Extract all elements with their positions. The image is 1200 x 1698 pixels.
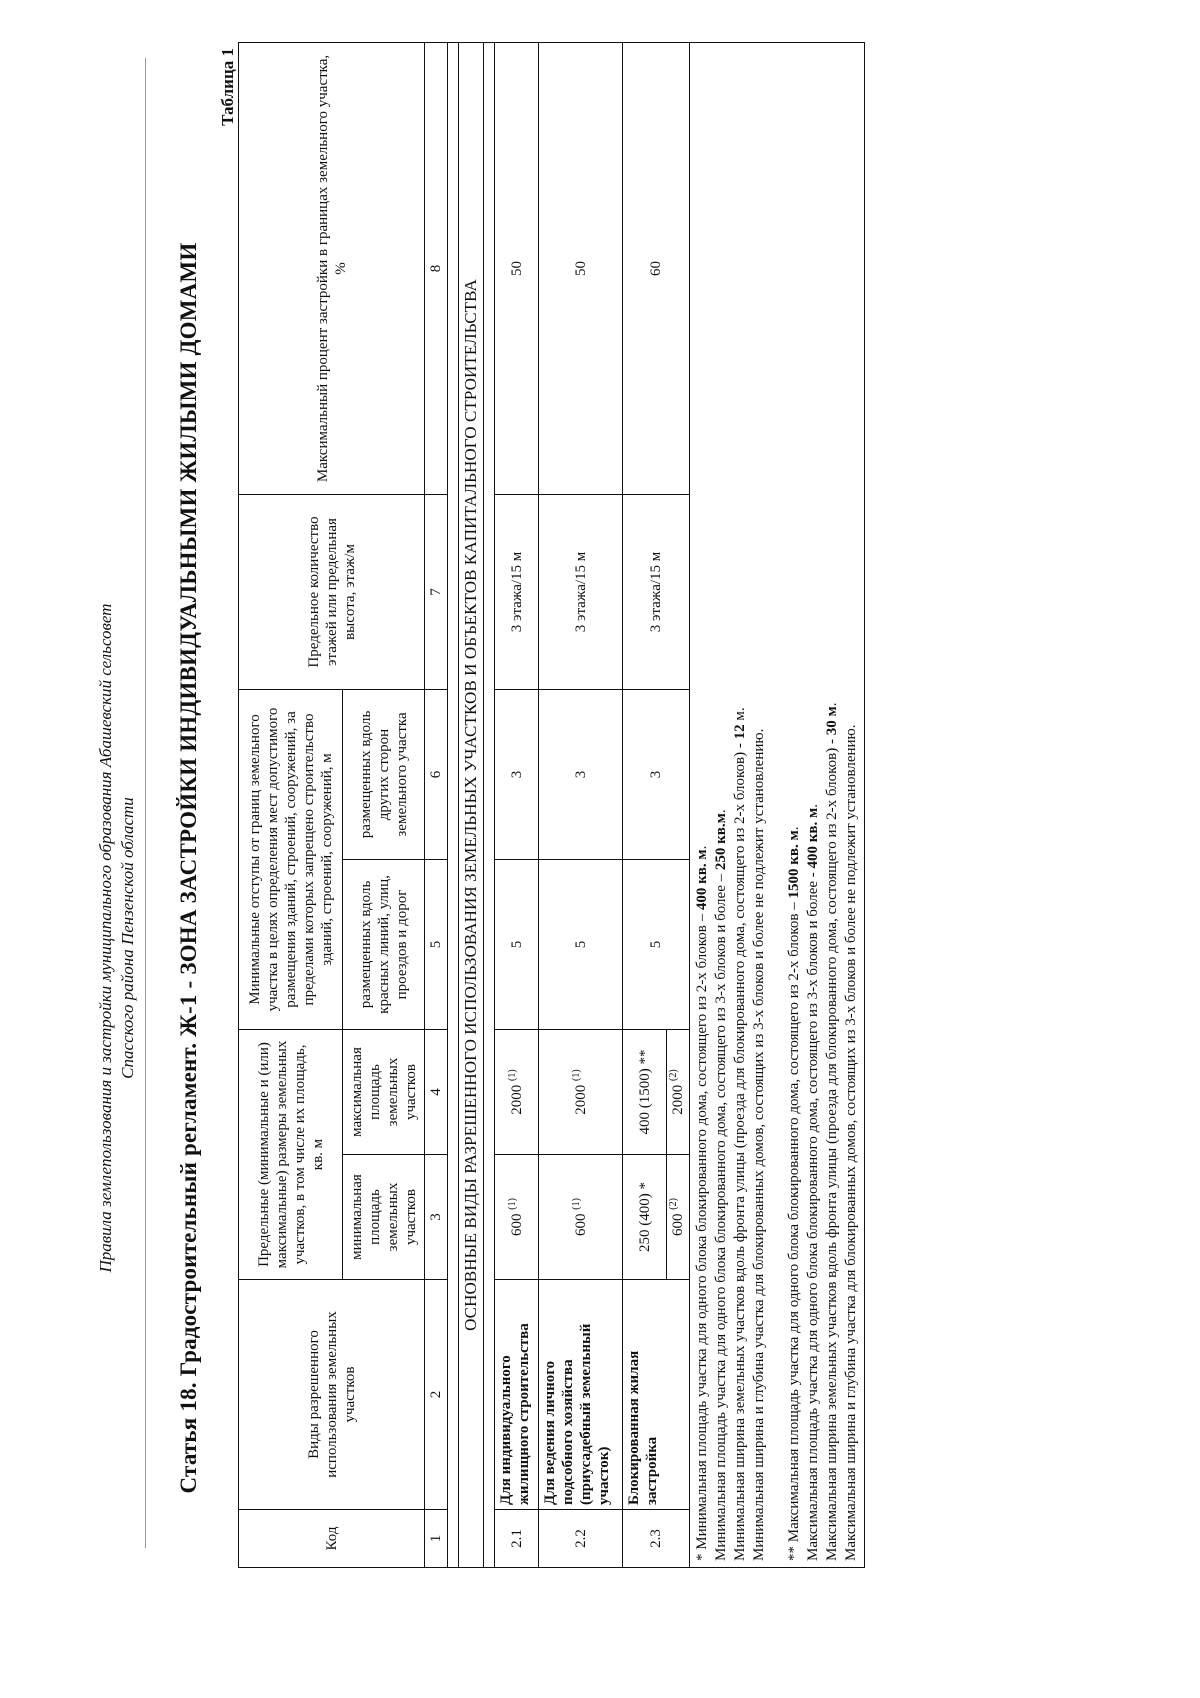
row-min-area-2: 600 $^{(2)}$ <box>667 1155 690 1280</box>
notes-double-asterisk <box>785 49 861 1561</box>
footnote-mark: (1) <box>570 1198 582 1210</box>
running-header-line-2: Спасского района Пензенской области <box>118 797 137 1079</box>
note-line: Максимальная ширина и глубина участка для блокированных домов, состоящих из 3-х блоков и более не подлежит установлению. <box>843 724 859 1561</box>
row-use: Для индивидуального жилищного строительства <box>495 1280 539 1510</box>
row-max-area: 400 (1500) ** <box>623 1030 667 1155</box>
note-line: Минимальная площадь участка для одного блока блокированного дома, состоящего из 3-х блоков и более – 250 кв.м. <box>713 809 729 1561</box>
header-floors: Предельное количество этажей или предельная высота, этаж/м <box>239 494 425 689</box>
table-row <box>495 42 539 1567</box>
row-floors: 3 этажа/15 м <box>623 494 690 689</box>
regulation-table <box>238 42 865 1568</box>
note-line: ** Максимальная площадь участка для одного блока блокированного дома, состоящего из 2-х блоков – 1500 кв. м. <box>786 826 802 1561</box>
note-line: * Минимальная площадь участка для одного блока блокированного дома, состоящего из 2-х блоков – 400 кв. м. <box>694 845 710 1561</box>
footnote-mark: (2) <box>668 1198 679 1210</box>
row-code: 2.3 <box>623 1510 690 1568</box>
row-min-area: 600 $^{(1)}$ <box>495 1155 539 1280</box>
row-setback-red: 5 <box>623 860 690 1030</box>
header-setback-other: размещенных вдоль других сторон земельного участка <box>343 689 425 859</box>
header-rule <box>145 58 146 1548</box>
column-number: 5 <box>425 860 448 1030</box>
table-row <box>623 42 667 1567</box>
footnote-mark: (1) <box>506 1198 518 1210</box>
spacer-row <box>448 42 459 1567</box>
footnote-mark: (1) <box>506 1069 518 1081</box>
column-number-row <box>425 42 448 1567</box>
column-number: 8 <box>425 42 448 494</box>
row-max-area: 2000 $^{(1)}$ <box>539 1030 623 1155</box>
row-floors: 3 этажа/15 м <box>539 494 623 689</box>
section-heading: ОСНОВНЫЕ ВИДЫ РАЗРЕШЕННОГО ИСПОЛЬЗОВАНИЯ ЗЕМЕЛЬНЫХ УЧАСТКОВ И ОБЪЕКТОВ КАПИТАЛЬНОГО СТРОИТЕЛЬСТВА <box>459 42 484 1567</box>
row-setback-other: 3 <box>495 689 539 859</box>
row-coverage: 50 <box>539 42 623 494</box>
row-min-area: 600 $^{(1)}$ <box>539 1155 623 1280</box>
row-use: Блокированная жилая застройка <box>623 1280 690 1510</box>
row-coverage: 50 <box>495 42 539 494</box>
row-max-area: 2000 $^{(1)}$ <box>495 1030 539 1155</box>
header-use: Виды разрешенного использования земельных участков <box>239 1280 425 1510</box>
spacer-row <box>484 42 495 1567</box>
header-area: Предельные (минимальные и (или) максимальные) размеры земельных участков, в том числе их площадь, кв. м <box>239 1030 343 1280</box>
notes-single-asterisk <box>693 49 769 1561</box>
footnote-mark: (2) <box>668 1069 679 1081</box>
column-number: 7 <box>425 494 448 689</box>
column-number: 2 <box>425 1280 448 1510</box>
header-code: Код <box>239 1510 425 1568</box>
column-number: 4 <box>425 1030 448 1155</box>
row-setback-red: 5 <box>539 860 623 1030</box>
row-max-area-2: 2000 $^{(2)}$ <box>667 1030 690 1155</box>
column-number: 3 <box>425 1155 448 1280</box>
row-code: 2.1 <box>495 1510 539 1568</box>
column-number: 1 <box>425 1510 448 1568</box>
row-floors: 3 этажа/15 м <box>495 494 539 689</box>
row-setback-other: 3 <box>623 689 690 859</box>
header-setback-red: размещенных вдоль красных линий, улиц, проездов и дорог <box>343 860 425 1030</box>
note-line: Максимальная площадь участка для одного блока блокированного дома, состоящего из 3-х блоков и более - 400 кв. м. <box>805 804 821 1561</box>
article-title: Статья 18. Градостроительный регламент. Ж-1 - ЗОНА ЗАСТРОЙКИ ИНДИВИДУАЛЬНЫМИ ЖИЛЫМИ ДОМАМИ <box>176 242 201 1494</box>
table-label: Таблица 1 <box>218 48 237 126</box>
row-min-area: 250 (400) * <box>623 1155 667 1280</box>
column-number: 6 <box>425 689 448 859</box>
note-line: Максимальная ширина земельных участков вдоль фронта улицы (проезда для блокированного дома, состоящего из 2-х блоков) - 30 м. <box>824 702 840 1561</box>
table-row <box>539 42 623 1567</box>
row-use: Для ведения личного подсобного хозяйства (приусадебный земельный участок) <box>539 1280 623 1510</box>
row-setback-other: 3 <box>539 689 623 859</box>
note-line: Минимальная ширина земельных участков вдоль фронта улицы (проезда для блокированного дома, состоящего из 2-х блоков) - 12 м. <box>732 707 748 1561</box>
note-line: Минимальная ширина и глубина участка для блокированных домов, состоящих из 3-х блоков и более не подлежит установлению. <box>751 728 767 1561</box>
row-code: 2.2 <box>539 1510 623 1568</box>
running-header-line-1: Правила землепользования и застройки муниципального образования Абашевский сельсовет <box>96 603 115 1273</box>
header-area-max: максимальная площадь земельных участков <box>343 1030 425 1155</box>
header-setback: Минимальные отступы от границ земельного участка в целях определения мест допустимого размещения зданий, строений, сооружений, за пределами которых запрещено строительство зданий, строений, сооружений, м <box>239 689 343 1029</box>
footnote-mark: (1) <box>570 1069 582 1081</box>
row-coverage: 60 <box>623 42 690 494</box>
row-setback-red: 5 <box>495 860 539 1030</box>
header-coverage: Максимальный процент застройки в границах земельного участка, % <box>239 42 425 494</box>
footnotes <box>690 42 865 1567</box>
header-area-min: минимальная площадь земельных участков <box>343 1155 425 1280</box>
